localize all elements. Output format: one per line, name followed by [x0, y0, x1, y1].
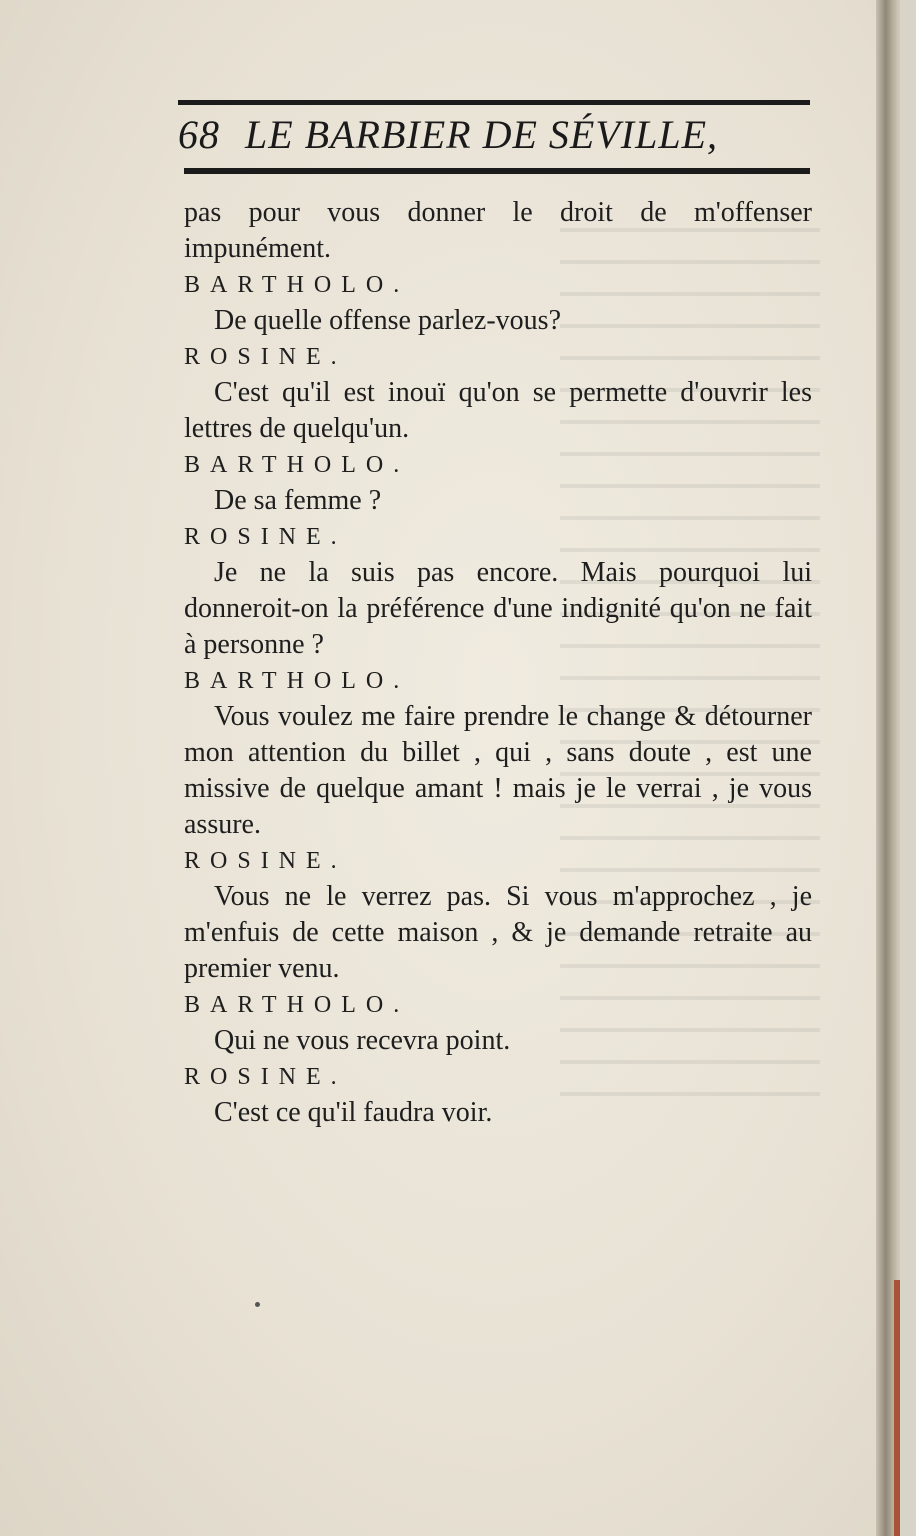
speaker-name: ROSINE. — [184, 1064, 347, 1090]
dialogue-paragraph: Qui ne vous recevra point. — [214, 1025, 511, 1056]
speaker-name: BARTHOLO. — [184, 452, 410, 478]
header-rule-bottom — [184, 168, 810, 174]
speaker-name: BARTHOLO. — [184, 272, 410, 298]
header-rule-top — [178, 100, 810, 105]
speaker-name: ROSINE. — [184, 524, 347, 550]
page-text — [184, 195, 812, 1131]
running-head — [178, 111, 818, 158]
dialogue-paragraph: C'est ce qu'il faudra voir. — [214, 1097, 493, 1128]
speaker-name: ROSINE. — [184, 344, 347, 370]
dialogue-paragraph: Vous voulez me faire prendre le change & détourner mon attention du billet , qui , sans doute , est une missive de quelque amant ! mais je le verrai , je vous assure. — [184, 701, 812, 840]
running-title: LE BARBIER DE SÉVILLE, — [245, 112, 719, 157]
dialogue-paragraph: De sa femme ? — [214, 485, 382, 516]
dialogue-paragraph: De quelle offense parlez-vous? — [214, 305, 561, 336]
dialogue-paragraph: Je ne la suis pas encore. Mais pourquoi lui donneroit-on la préférence d'une indignité qu'on ne fait à personne ? — [184, 557, 812, 660]
speaker-name: BARTHOLO. — [184, 668, 410, 694]
speaker-name: ROSINE. — [184, 848, 347, 874]
speaker-name: BARTHOLO. — [184, 992, 410, 1018]
dialogue-paragraph: pas pour vous donner le droit de m'offenser impunément. — [184, 197, 812, 264]
page-edge-red — [894, 1280, 900, 1536]
ink-speck — [255, 1302, 260, 1307]
page-number: 68 — [178, 112, 220, 157]
dialogue-paragraph: Vous ne le verrez pas. Si vous m'approchez , je m'enfuis de cette maison , & je demande retraite au premier venu. — [184, 881, 812, 984]
dialogue-paragraph: C'est qu'il est inouï qu'on se permette d'ouvrir les lettres de quelqu'un. — [184, 377, 812, 444]
